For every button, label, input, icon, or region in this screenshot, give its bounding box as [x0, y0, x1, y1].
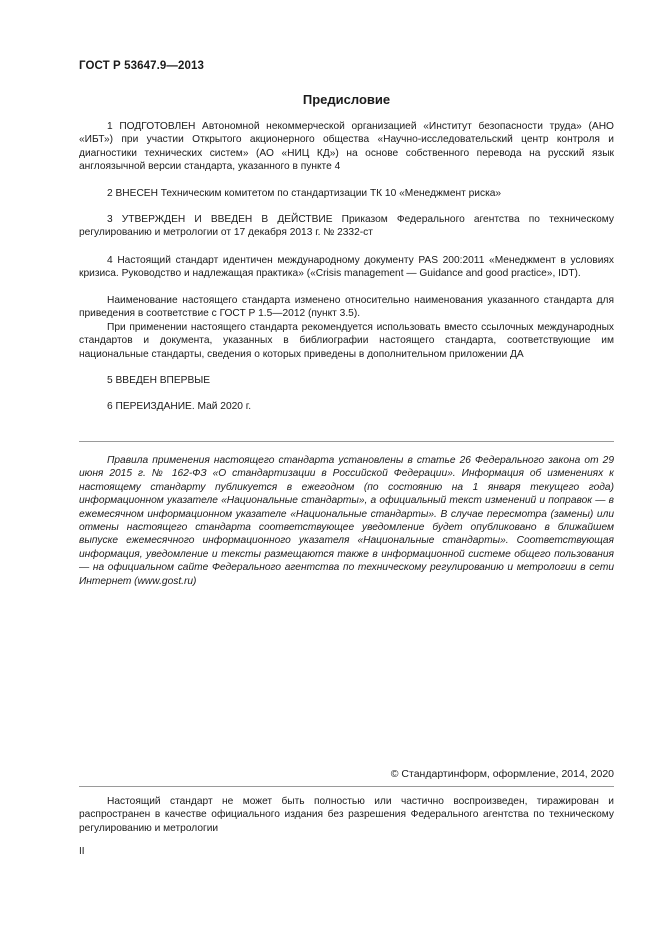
page-number: II [79, 846, 85, 857]
item-4-name-change: Наименование настоящего стандарта изменено относительно наименования указанного стандарта для приведения в соответствие с ГОСТ Р 1.5—2012 (пункт 3.5). [79, 295, 614, 320]
page-title [0, 92, 661, 107]
standard-id-header: ГОСТ Р 53647.9—2013 [79, 60, 204, 72]
item-4-references: При применении настоящего стандарта рекомендуется использовать вместо ссылочных международных стандартов и документа, указанных в библиографии настоящего стандарта, соответствующие им национальные стандарты, сведения о которых приведены в дополнительном приложении ДА [79, 322, 614, 360]
item-5-first-introduced: 5 ВВЕДЕН ВПЕРВЫЕ [107, 375, 211, 386]
item-4-identical: 4 Настоящий стандарт идентичен международному документу PAS 200:2011 «Менеджмент в условиях кризиса. Руководство и надлежащая практика» («Crisis management — Guidance and good practice», IDT). [79, 255, 614, 280]
divider-bottom [79, 786, 614, 787]
item-2-introduced: 2 ВНЕСЕН Техническим комитетом по стандартизации ТК 10 «Менеджмент риска» [107, 188, 502, 199]
item-6-reissue: 6 ПЕРЕИЗДАНИЕ. Май 2020 г. [107, 401, 252, 412]
copyright-line: © Стандартинформ, оформление, 2014, 2020 [390, 768, 614, 780]
usage-rules-notice: Правила применения настоящего стандарта установлены в статье 26 Федерального закона от 29 июня 2015 г. № 162-ФЗ «О стандартизации в Российской Федерации». Информация об изменениях к настоящему стандарту публикуется в ежегодном (по состоянию на 1 января текущего года) информационном указателе «Национальные стандарты», а официальный текст изменений и поправок — в ежемесячном информационном указателе «Национальные стандарты». В случае пересмотра (замены) или отмены настоящего стандарта соответствующее уведомление будет опубликовано в ближайшем выпуске ежемесячного информационного указателя «Национальные стандарты». Соответствующая информация, уведомление и тексты размещаются также в информационной системе общего пользования — на официальном сайте Федерального агентства по техническому регулированию и метрологии в сети Интернет (www.gost.ru) [79, 455, 614, 587]
reproduction-notice: Настоящий стандарт не может быть полностью или частично воспроизведен, тиражирован и распространен в качестве официального издания без разрешения Федерального агентства по техническому регулированию и метрологии [79, 796, 614, 834]
item-1-prepared: 1 ПОДГОТОВЛЕН Автономной некоммерческой организацией «Институт безопасности труда» (АНО «ИБТ») при участии Открытого акционерного общества «Научно-исследовательский центр контроля и диагностики технических систем» (АО «НИЦ КД») на основе собственного перевода на русский язык англоязычной версии стандарта, указанного в пункте 4 [79, 121, 614, 173]
divider-top [79, 441, 614, 442]
item-3-approved: 3 УТВЕРЖДЕН И ВВЕДЕН В ДЕЙСТВИЕ Приказом Федерального агентства по техническому регулированию и метрологии от 17 декабря 2013 г. № 2332-ст [79, 214, 614, 239]
page-title-text: Предисловие [302, 92, 391, 107]
